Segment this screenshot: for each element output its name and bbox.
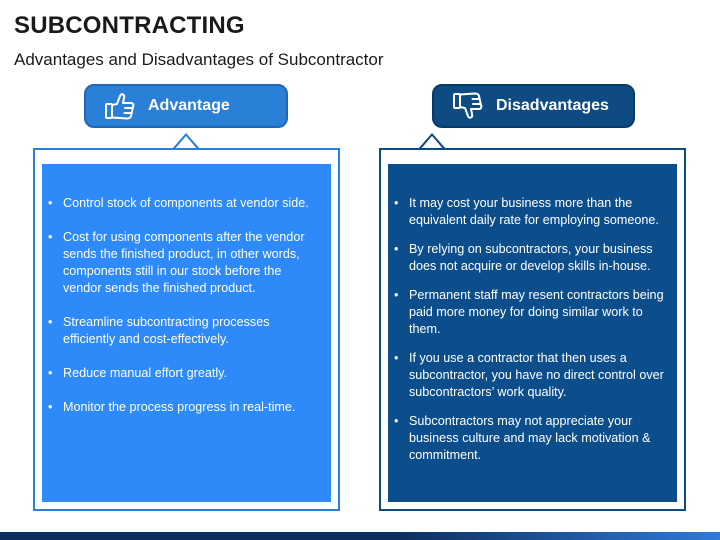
page-title: SUBCONTRACTING [14, 12, 245, 39]
disadvantages-panel [388, 164, 677, 502]
disadvantages-item: • If you use a contractor that then uses a subcontractor, you have no direct control over subcontractors’ work quality. [388, 350, 673, 401]
footer-bar [0, 532, 720, 540]
thumbs-down-icon [448, 86, 488, 126]
disadvantages-item: • It may cost your business more than the equivalent daily rate for employing someone. [388, 195, 673, 229]
advantage-item: • Monitor the process progress in real-time. [42, 399, 322, 416]
disadvantages-label: Disadvantages [496, 97, 609, 114]
advantage-header [84, 84, 288, 128]
advantage-item: • Control stock of components at vendor side. [42, 195, 322, 212]
advantage-label: Advantage [148, 97, 230, 114]
advantage-item: • Streamline subcontracting processes efficiently and cost-effectively. [42, 314, 322, 348]
disadvantages-list [388, 195, 673, 476]
advantage-list [42, 195, 322, 433]
disadvantages-item: • Permanent staff may resent contractors being paid more money for doing similar work to them. [388, 287, 673, 338]
thumbs-up-icon [100, 86, 140, 126]
disadvantages-header [432, 84, 635, 128]
advantage-panel [42, 164, 331, 502]
advantage-item: • Cost for using components after the vendor sends the finished product, in other words, components still in our stock before the vendor sends the finished product. [42, 229, 322, 297]
disadvantages-item: • By relying on subcontractors, your business does not acquire or develop skills in-house. [388, 241, 673, 275]
page-subtitle: Advantages and Disadvantages of Subcontractor [14, 50, 384, 69]
disadvantages-item: • Subcontractors may not appreciate your business culture and may lack motivation & commitment. [388, 413, 673, 464]
advantage-item: • Reduce manual effort greatly. [42, 365, 322, 382]
